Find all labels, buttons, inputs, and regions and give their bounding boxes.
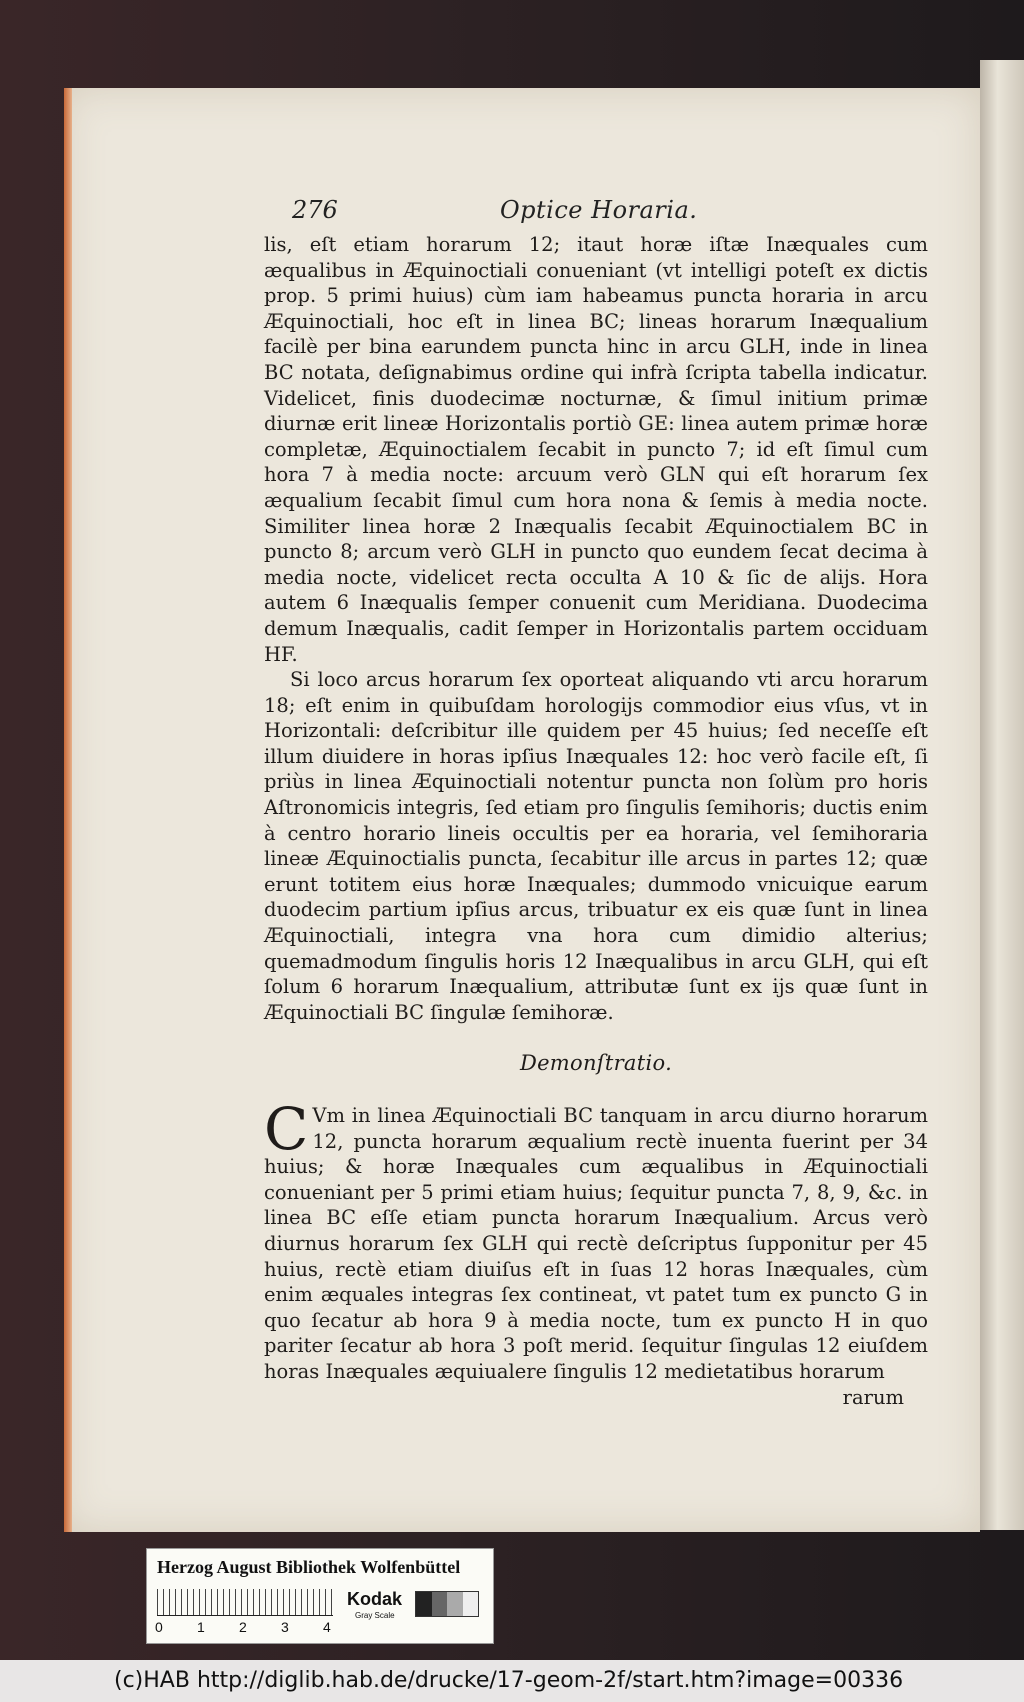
library-name: Herzog August Bibliothek Wolfenbüttel bbox=[157, 1557, 461, 1577]
page-binding-edge bbox=[64, 88, 72, 1532]
ruler-number: 4 bbox=[323, 1619, 331, 1635]
paragraph-3 bbox=[264, 1095, 928, 1385]
paragraph-3-text: Vm in linea Æquinoctiali BC tanquam in arcu diurno horarum 12, puncta horarum æqualium rectè inuenta fuerint per 34 huius; & horæ Inæquales cum æqualibus in Æquinoctiali conueniant per 5 primi etiam huius; ſequitur puncta 7, 8, 9, &c. in linea BC eſſe etiam puncta horarum Inæqualium. Arcus verò diurnus horarum ſex GLH qui rectè deſcriptus ſupponitur per 45 huius, rectè etiam diuiſus eſt in ſuas 12 horas Inæquales, cùm enim æquales integras ſex contineat, vt patet tum ex puncto G in quo ſecatur ab hora 9 à media nocte, tum ex puncto H in quo pariter ſecatur ab hora 3 poſt merid. ſequitur ſingulas 12 eiuſdem horas Inæquales æquiualere ſingulis 12 medietatibus horarum bbox=[264, 1104, 928, 1383]
page-number: 276 bbox=[292, 196, 338, 224]
ruler-number: 2 bbox=[239, 1619, 247, 1635]
ruler-number: 0 bbox=[155, 1619, 163, 1635]
ruler-scale bbox=[157, 1589, 333, 1616]
adjacent-page-edge bbox=[980, 60, 1024, 1530]
library-color-card bbox=[146, 1548, 494, 1644]
copyright-url: (c)HAB http://diglib.hab.de/drucke/17-geom-2f/start.htm?image=00336 bbox=[114, 1668, 904, 1693]
drop-cap: C bbox=[264, 1095, 309, 1163]
page-text bbox=[264, 232, 928, 1410]
kodak-subtitle: Gray Scale bbox=[355, 1611, 395, 1620]
ruler-number: 1 bbox=[197, 1619, 205, 1635]
catchword: rarum bbox=[842, 1385, 904, 1409]
paragraph-1: lis, eſt etiam horarum 12; itaut horæ iſtæ Inæquales cum æqualibus in Æquinoctiali conueniant (vt intelligi poteſt ex dictis prop. 5 primi huius) cùm iam habeamus puncta horaria in arcu Æquinoctiali, hoc eſt in linea BC; lineas horarum Inæqualium facilè per bina earundem puncta hinc in arcu GLH, inde in linea BC notata, deſignabimus ordine qui infrà ſcripta tabella indicatur. Videlicet, finis duodecimæ nocturnæ, & ſimul initium primæ diurnæ erit lineæ Horizontalis portiò GE: linea autem primæ horæ completæ, Æquinoctialem ſecabit in puncto 7; id eſt ſimul cum hora 7 à media nocte: arcuum verò GLN qui eſt horarum ſex æqualium ſecabit ſimul cum hora nona & ſemis à media nocte. Similiter linea horæ 2 Inæqualis ſecabit Æquinoctialem BC in puncto 8; arcum verò GLH in puncto quo eundem ſecat decima à media nocte, videlicet recta occulta A 10 & ſic de alijs. Hora autem 6 Inæqualis ſemper conuenit cum Meridiana. Duodecima demum Inæqualis, cadit ſemper in Horizontalis partem occiduam HF. bbox=[264, 233, 928, 666]
gray-scale-swatches bbox=[415, 1591, 479, 1617]
ruler-numbers bbox=[155, 1619, 345, 1637]
section-heading: Demonſtratio. bbox=[519, 1051, 673, 1076]
paragraph-2: Si loco arcus horarum ſex oporteat aliquando vti arcu horarum 18; eſt enim in quibuſdam horologijs commodior eius vſus, vt in Horizontali: deſcribitur ille quidem per 45 huius; ſed neceſſe eſt illum diuidere in horas ipſius Inæquales 12: hoc verò facile eſt, ſi priùs in linea Æquinoctiali notentur puncta non ſolùm pro horis Aſtronomicis integris, ſed etiam pro ſingulis ſemihoris; ductis enim à centro horario lineis occultis per ea horaria, vel ſemihoraria lineæ Æquinoctialis puncta, ſecabitur ille arcus in partes 12; quæ erunt totitem eius horæ Inæquales; dummodo vnicuique earum duodecim partium ipſius arcus, tribuatur ex eis quæ ſunt in linea Æquinoctiali, integra vna hora cum dimidio alterius; quemadmodum ſingulis horis 12 Inæqualibus in arcu GLH, qui eſt ſolum 6 horarum Inæqualium, attributæ ſunt ex ijs quæ ſunt in Æquinoctiali BC ſingulæ ſemihoræ. bbox=[264, 668, 928, 1024]
footer-bar bbox=[0, 1660, 1024, 1702]
ruler-number: 3 bbox=[281, 1619, 289, 1635]
kodak-logo: Kodak bbox=[347, 1589, 403, 1609]
page-header bbox=[262, 196, 930, 232]
running-title: Optice Horaria. bbox=[500, 196, 698, 224]
